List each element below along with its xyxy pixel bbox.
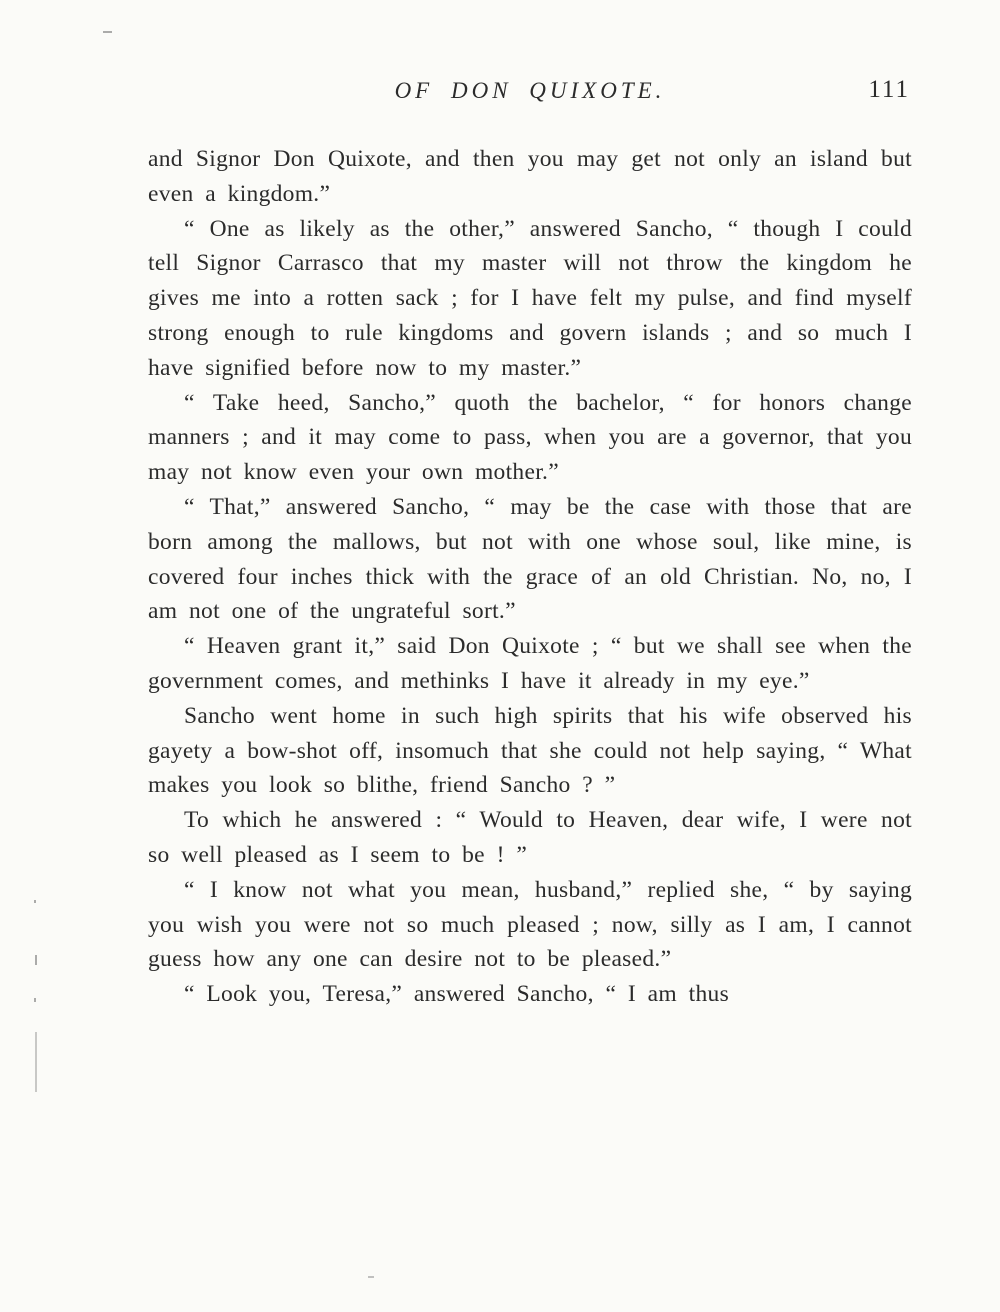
scan-artifact — [35, 955, 37, 965]
paragraph: “ That,” answered Sancho, “ may be the case with those that are born among the mallows, but not with one whose soul, like mine, is covered four inches thick with the grace of an old Christian. No, no, I am not one of the ungrateful sort.” — [148, 493, 912, 625]
scan-page — [148, 78, 912, 1012]
page-header — [148, 78, 912, 118]
paragraph: “ I know not what you mean, husband,” replied she, “ by saying you wish you were not so much pleased ; now, silly as I am, I cannot guess how any one can desire not to be pleased.” — [148, 876, 912, 973]
scan-artifact — [34, 998, 36, 1002]
scan-artifact — [34, 900, 36, 903]
paragraph: To which he answered : “ Would to Heaven, dear wife, I were not so well pleased as I seem to be ! ” — [148, 807, 912, 868]
page-body — [148, 142, 912, 1012]
page-number: 111 — [868, 76, 910, 103]
paragraph: “ Look you, Teresa,” answered Sancho, “ I am thus — [184, 981, 730, 1008]
scan-artifact — [368, 1276, 374, 1278]
paragraph: “ Take heed, Sancho,” quoth the bachelor, “ for honors change manners ; and it may come to pass, when you are a governor, that you may not know even your own mother.” — [148, 389, 912, 486]
paragraph: and Signor Don Quixote, and then you may get not only an island but even a kingdom.” — [148, 146, 912, 207]
paragraph: “ One as likely as the other,” answered Sancho, “ though I could tell Signor Carrasco that my master will not throw the kingdom he gives me into a rotten sack ; for I have felt my pulse, and find myself strong enough to rule kingdoms and govern islands ; and so much I have signified before now to my master.” — [148, 215, 912, 381]
scan-artifact — [103, 31, 112, 33]
scan-artifact — [35, 1032, 37, 1092]
running-title: OF DON QUIXOTE. — [394, 78, 666, 103]
paragraph: “ Heaven grant it,” said Don Quixote ; “ but we shall see when the government comes, and methinks I have it already in my eye.” — [148, 633, 912, 694]
paragraph: Sancho went home in such high spirits that his wife observed his gayety a bow-shot off, insomuch that she could not help saying, “ What makes you look so blithe, friend Sancho ? ” — [148, 702, 912, 799]
